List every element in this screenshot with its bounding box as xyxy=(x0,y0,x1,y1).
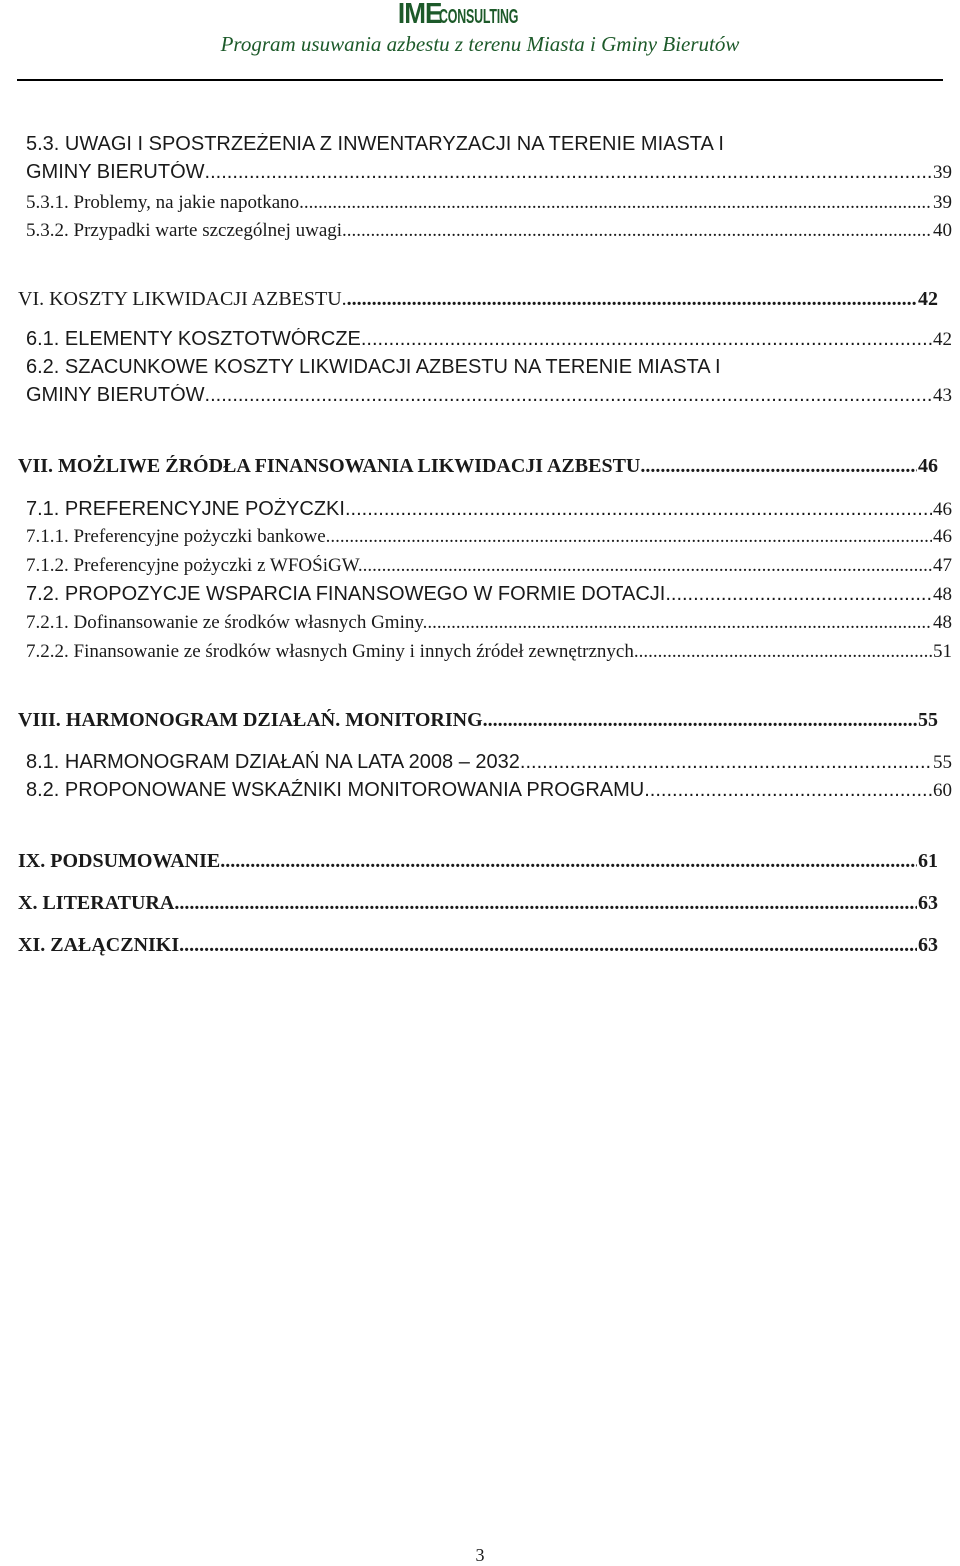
toc-leader-dots xyxy=(304,192,932,214)
toc-entry-7-2-2[interactable] xyxy=(26,641,952,663)
toc-page-number: 39 xyxy=(933,162,952,183)
toc-page-number: 55 xyxy=(933,752,952,773)
toc-leader-dots xyxy=(488,709,917,732)
toc-page-number: 55 xyxy=(918,709,938,731)
toc-chapter-vii[interactable] xyxy=(18,455,938,478)
toc-page-number: 61 xyxy=(918,850,938,872)
toc-entry-5-3-2[interactable] xyxy=(26,220,952,242)
toc-entry-title: 7.2.2. Finansowanie ze środków własnych Gminy i innych źródeł zewnętrznych. xyxy=(26,641,639,662)
toc-entry-title: 7.1.2. Preferencyjne pożyczki z WFOŚiGW. xyxy=(26,555,363,576)
toc-leader-dots xyxy=(184,934,917,957)
toc-entry-8-1[interactable] xyxy=(26,751,952,774)
toc-leader-dots xyxy=(525,751,932,774)
toc-entry-5-3-cont[interactable] xyxy=(26,161,952,184)
toc-page-number: 42 xyxy=(918,288,938,310)
toc-page-number: 46 xyxy=(933,526,952,547)
toc-page-number: 40 xyxy=(933,220,952,241)
toc-entry-title: 5.3. UWAGI I SPOSTRZEŻENIA Z INWENTARYZACJI NA TERENIE MIASTA I xyxy=(26,133,724,155)
toc-entry-6-2[interactable] xyxy=(26,356,888,379)
toc-leader-dots xyxy=(361,328,932,351)
toc-entry-7-1[interactable] xyxy=(26,498,952,521)
toc-entry-title: 8.1. HARMONOGRAM DZIAŁAŃ NA LATA 2008 – 2032. xyxy=(26,751,526,773)
toc-entry-title: 6.1. ELEMENTY KOSZTOTWÓRCZE xyxy=(26,328,361,350)
toc-page-number: 39 xyxy=(933,192,952,213)
toc-page-number: 63 xyxy=(918,934,938,956)
toc-leader-dots xyxy=(205,384,932,407)
toc-entry-7-2-1[interactable] xyxy=(26,612,952,634)
toc-entry-title: X. LITERATURA. xyxy=(18,892,180,914)
toc-entry-5-3[interactable] xyxy=(26,133,888,156)
program-title: Program usuwania azbestu z terenu Miasta i Gminy Bierutów xyxy=(220,32,740,56)
toc-page-number: 48 xyxy=(933,612,952,633)
toc-page-number: 43 xyxy=(933,385,952,406)
toc-entry-title: 7.2. PROPOZYCJE WSPARCIA FINANSOWEGO W FORMIE DOTACJI xyxy=(26,583,666,605)
toc-chapter-xi[interactable] xyxy=(18,934,938,957)
toc-entry-title: 7.1. PREFERENCYJNE POŻYCZKI xyxy=(26,498,345,520)
toc-entry-title: IX. PODSUMOWANIE. xyxy=(18,850,226,872)
toc-page-number: 46 xyxy=(933,499,952,520)
toc-leader-dots xyxy=(650,779,932,802)
toc-entry-title: VIII. HARMONOGRAM DZIAŁAŃ. MONITORING. xyxy=(18,709,488,731)
toc-entry-6-1[interactable] xyxy=(26,328,952,351)
toc-entry-title: GMINY BIERUTÓW xyxy=(26,161,205,183)
toc-leader-dots xyxy=(427,612,932,634)
page-number: 3 xyxy=(475,1545,485,1565)
toc-leader-dots xyxy=(363,555,932,577)
toc-page-number: 60 xyxy=(933,780,952,801)
toc-entry-title: 5.3.2. Przypadki warte szczególnej uwagi. xyxy=(26,220,347,241)
toc-leader-dots xyxy=(330,526,932,548)
toc-leader-dots xyxy=(347,220,932,242)
toc-page-number: 48 xyxy=(933,584,952,605)
toc-chapter-vi[interactable] xyxy=(18,288,938,311)
toc-page-number: 47 xyxy=(933,555,952,576)
toc-leader-dots xyxy=(345,498,932,521)
toc-page-number: 46 xyxy=(918,455,938,477)
toc-entry-title: VI. KOSZTY LIKWIDACJI AZBESTU. xyxy=(18,288,347,310)
toc-leader-dots xyxy=(665,583,932,606)
toc-entry-6-2-cont[interactable] xyxy=(26,384,952,407)
toc-leader-dots xyxy=(205,161,932,184)
toc-entry-8-2[interactable] xyxy=(26,779,952,802)
toc-entry-title: 7.1.1. Preferencyjne pożyczki bankowe. xyxy=(26,526,331,547)
logo-consulting-text: CONSULTING xyxy=(439,6,519,28)
toc-entry-title: GMINY BIERUTÓW xyxy=(26,384,205,406)
logo-ime-text: IME xyxy=(397,0,442,30)
toc-chapter-viii[interactable] xyxy=(18,709,938,732)
toc-leader-dots xyxy=(347,288,917,311)
toc-leader-dots xyxy=(179,892,917,915)
toc-page-number: 63 xyxy=(918,892,938,914)
toc-entry-title: 7.2.1. Dofinansowanie ze środków własnych Gminy. xyxy=(26,612,428,633)
toc-entry-title: 6.2. SZACUNKOWE KOSZTY LIKWIDACJI AZBESTU NA TERENIE MIASTA I xyxy=(26,356,721,378)
toc-entry-7-1-2[interactable] xyxy=(26,555,952,577)
toc-entry-7-2[interactable] xyxy=(26,583,952,606)
toc-leader-dots xyxy=(645,455,917,478)
toc-chapter-x[interactable] xyxy=(18,892,938,915)
toc-chapter-ix[interactable] xyxy=(18,850,938,873)
toc-entry-title: 8.2. PROPONOWANE WSKAŹNIKI MONITOROWANIA PROGRAMU. xyxy=(26,779,650,801)
toc-leader-dots xyxy=(639,641,932,663)
toc-entry-title: XI. ZAŁĄCZNIKI. xyxy=(18,934,185,956)
toc-page-number: 51 xyxy=(933,641,952,662)
toc-page-number: 42 xyxy=(933,329,952,350)
toc-entry-5-3-1[interactable] xyxy=(26,192,952,214)
toc-entry-title: VII. MOŻLIWE ŹRÓDŁA FINANSOWANIA LIKWIDACJI AZBESTU. xyxy=(18,455,646,477)
toc-entry-7-1-1[interactable] xyxy=(26,526,952,548)
toc-leader-dots xyxy=(225,850,917,873)
toc-entry-title: 5.3.1. Problemy, na jakie napotkano. xyxy=(26,192,304,213)
